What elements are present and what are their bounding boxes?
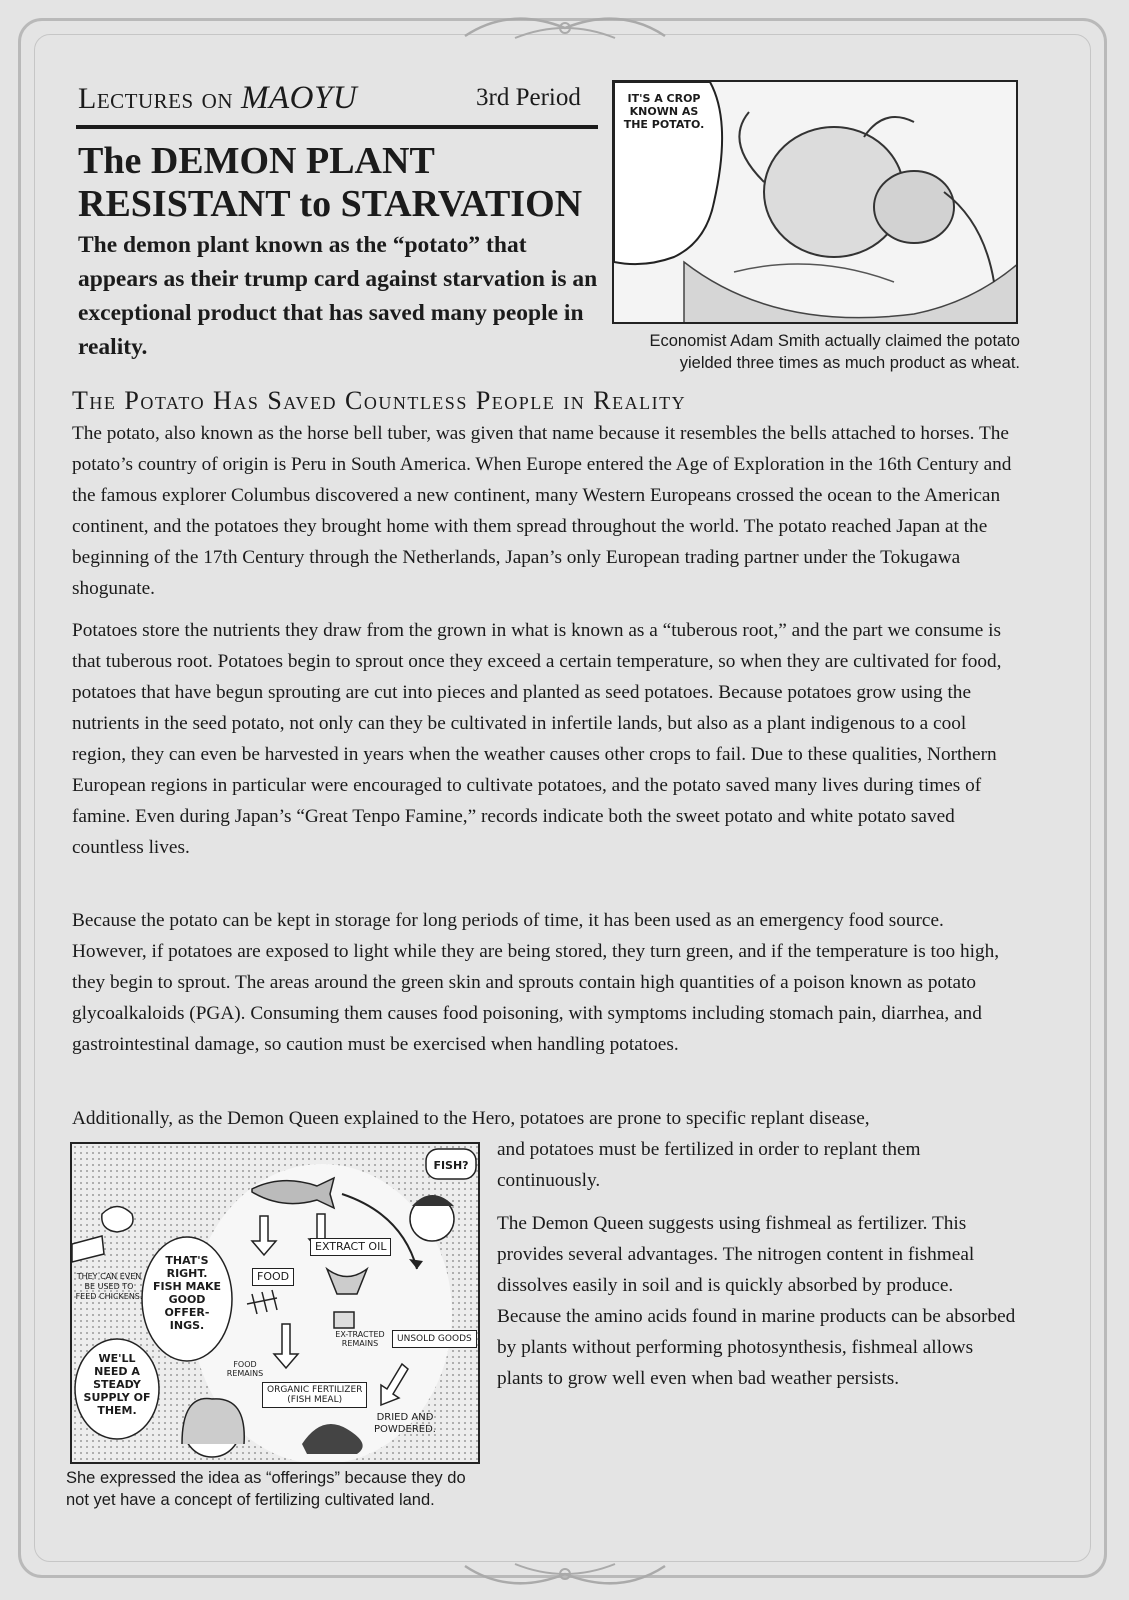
- paragraph-cultivation: Potatoes store the nutrients they draw from the grown in what is known as a “tuberous root,” and the part we consume is that tuberous root. Potatoes begin to sprout once they exceed a certain temperature, so when they are cultivated for food, potatoes that have begun sprouting are cut into pieces and planted as seed potatoes. Because potatoes grow using the nutrients in the seed potato, not only can they be cultivated in infertile lands, but also as a plant indigenous to a cool region, they can even be harvested in years when the weather causes other crops to fail. Due to these qualities, Northern European regions in particular were encouraged to cultivate potatoes, and the potato saved many lives during times of famine. Even during Japan’s “Great Tenpo Famine,” records indicate both the sweet potato and white potato saved countless lives.: [72, 620, 1002, 858]
- thats-right-bubble: THAT'S RIGHT. FISH MAKE GOOD OFFER-INGS.: [152, 1254, 222, 1332]
- title-line-1: The DEMON PLANT: [78, 140, 435, 182]
- bottom-ornament-icon: [455, 1556, 675, 1596]
- page-subtitle: The demon plant known as the “potato” that appears as their trump card against starvation is an exceptional product that has saved many people in reality.: [78, 232, 598, 360]
- potato-panel: [612, 80, 1018, 324]
- paragraph-origin: The potato, also known as the horse bell tuber, was given that name because it resembles the bells attached to horses. The potato’s country of origin is Peru in South America. When Europe entered the Age of Exploration in the 16th Century and the famous explorer Columbus discovered a new continent, many Western Europeans crossed the ocean to the American continent, and the potatoes they brought home with them spread throughout the world. The potato reached Japan at the beginning of the 17th Century through the Netherlands, Japan’s only European trading partner under the Tokugawa shogunate.: [72, 423, 1012, 599]
- section-heading: The Potato Has Saved Countless People in Reality: [72, 386, 687, 415]
- fishmeal-caption-line-1: She expressed the idea as “offerings” because they do: [66, 1469, 466, 1487]
- fishmeal-caption-line-2: not yet have a concept of fertilizing cultivated land.: [66, 1491, 435, 1509]
- organic-fertilizer-label: [262, 1382, 367, 1408]
- header-rule: [76, 125, 598, 129]
- period-label: 3rd Period: [476, 84, 581, 111]
- fish-meal-text: (FISH MEAL): [287, 1395, 343, 1405]
- title-line-2: RESISTANT to STARVATION: [78, 183, 583, 225]
- extract-oil-label: EXTRACT OIL: [310, 1238, 391, 1256]
- paragraph-storage: Because the potato can be kept in storage for long periods of time, it has been used as an emergency food source. However, if potatoes are exposed to light while they are being stored, they turn green, and if the temperature is too high, they begin to sprout. The areas around the green skin and sprouts contain high quantities of a poison known as potato glycoalkaloids (PGA). Consuming them causes food poisoning, with symptoms including stomach pain, diarrhea, and gastrointestinal damage, so caution must be exercised when handling potatoes.: [72, 910, 1000, 1055]
- fishmeal-panel: [70, 1142, 480, 1464]
- extracted-remains-label: EX-TRACTED REMAINS: [335, 1330, 385, 1348]
- paragraph-replant-end: and potatoes must be fertilized in order to replant them continuously.: [497, 1139, 921, 1191]
- paragraph-fishmeal: The Demon Queen suggests using fishmeal as fertilizer. This provides several advantages. The nitrogen content in fishmeal dissolves easily in soil and is quickly absorbed by produce. Because the amino acids found in marine products can be absorbed by plants without performing photosynthesis, fishmeal allows plants to grow well even when bad weather persists.: [497, 1213, 1016, 1389]
- food-remains-label: FOOD REMAINS: [226, 1360, 264, 1378]
- lecture-prefix: Lectures on: [78, 82, 233, 115]
- food-label: FOOD: [252, 1268, 294, 1286]
- fish-question-bubble: FISH?: [433, 1159, 469, 1172]
- top-ornament-icon: [455, 6, 675, 46]
- lecture-series-name: MAOYU: [241, 80, 358, 116]
- dried-powdered-label: DRIED AND POWDERED.: [374, 1412, 436, 1435]
- chickens-note: THEY CAN EVEN BE USED TO FEED CHICKENS.: [75, 1272, 143, 1301]
- potato-speech-bubble: IT'S A CROP KNOWN AS THE POTATO.: [623, 92, 705, 131]
- fishmeal-panel-caption: [66, 1467, 486, 1511]
- potato-caption-line-2: yielded three times as much product as wheat.: [679, 354, 1020, 372]
- organic-fertilizer-text: ORGANIC FERTILIZER: [267, 1385, 363, 1395]
- need-supply-bubble: WE'LL NEED A STEADY SUPPLY OF THEM.: [83, 1352, 151, 1417]
- potato-caption-line-1: Economist Adam Smith actually claimed the potato: [649, 332, 1020, 350]
- paragraph-replant-start: Additionally, as the Demon Queen explained to the Hero, potatoes are prone to specific replant disease,: [72, 1108, 870, 1129]
- potato-panel-caption: [630, 330, 1020, 374]
- unsold-goods-label: UNSOLD GOODS: [392, 1330, 477, 1348]
- page-title: [78, 140, 618, 226]
